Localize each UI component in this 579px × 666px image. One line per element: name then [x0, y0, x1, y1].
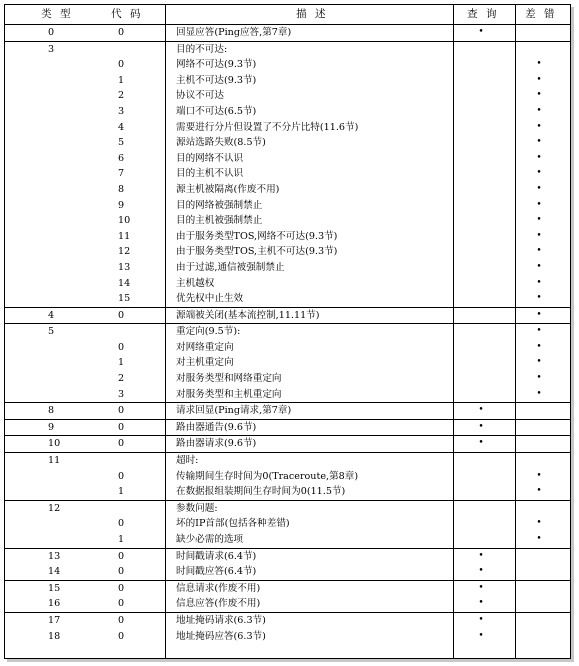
description-cell: 时间戳应答(6.4节)	[176, 566, 257, 578]
table-row	[5, 198, 570, 214]
table-row	[5, 260, 570, 276]
type-cell: 17	[48, 614, 61, 626]
code-cell: 4	[118, 121, 125, 133]
description-cell: 信息请求(作废不用)	[176, 582, 261, 594]
description-cell: 在数据报组装期间生存时间为0(11.5节)	[176, 486, 346, 498]
code-cell: 1	[118, 534, 125, 545]
code-cell: 0	[118, 405, 125, 417]
table-row	[5, 355, 570, 371]
type-cell: 16	[48, 598, 61, 610]
table-row	[5, 549, 570, 565]
description-cell: 目的不可达:	[176, 43, 228, 55]
error-mark: •	[536, 388, 542, 399]
description-cell: 优先权中止生效	[176, 293, 244, 305]
table-row	[5, 532, 570, 548]
table-row	[5, 182, 570, 198]
table-row	[5, 135, 570, 151]
code-cell: 0	[118, 421, 125, 433]
table-row	[5, 340, 570, 356]
description-cell: 目的网络被强制禁止	[176, 199, 263, 211]
type-cell: 14	[48, 566, 61, 578]
code-cell: 0	[118, 309, 125, 321]
table-row	[5, 501, 570, 517]
error-mark: •	[536, 137, 542, 148]
description-cell: 目的主机被强制禁止	[176, 215, 263, 227]
error-mark: •	[536, 90, 542, 101]
code-cell: 0	[118, 614, 125, 626]
error-mark: •	[536, 121, 542, 132]
table-row	[5, 581, 570, 597]
description-cell: 源端被关闭(基本流控制,11.11节)	[176, 309, 320, 321]
table-row	[5, 25, 570, 41]
row-group	[5, 42, 570, 308]
table-row	[5, 484, 570, 500]
description-cell: 主机不可达(9.3节)	[176, 74, 257, 86]
description-cell: 请求回显(Ping请求,第7章)	[176, 405, 292, 417]
header-desc: 描述	[296, 8, 334, 20]
row-group	[5, 324, 570, 403]
description-cell: 地址掩码应答(6.3节)	[176, 630, 266, 642]
error-mark: •	[536, 59, 542, 70]
code-cell: 2	[118, 373, 125, 385]
code-cell: 1	[118, 357, 125, 369]
query-mark: •	[478, 630, 484, 641]
description-cell: 地址掩码请求(6.3节)	[176, 614, 266, 626]
table-row	[5, 229, 570, 245]
code-cell: 3	[118, 388, 125, 400]
type-cell: 0	[48, 27, 55, 38]
code-cell: 0	[118, 59, 125, 71]
type-cell: 15	[48, 582, 61, 594]
description-cell: 目的网络不认识	[176, 152, 244, 164]
description-cell: 需要进行分片但设置了不分片比特(11.6节)	[176, 121, 359, 133]
code-cell: 10	[118, 215, 131, 227]
header-query: 查询	[467, 8, 505, 20]
header-type: 类型	[41, 8, 79, 20]
description-cell: 路由器请求(9.6节)	[176, 438, 257, 450]
description-cell: 传输期间生存时间为0(Traceroute,第8章)	[176, 470, 359, 482]
description-cell: 对网络重定向	[176, 341, 234, 353]
error-mark: •	[536, 152, 542, 163]
error-mark: •	[536, 230, 542, 241]
table-row	[5, 564, 570, 580]
type-cell: 8	[48, 405, 55, 417]
type-cell: 18	[48, 630, 61, 642]
error-mark: •	[536, 105, 542, 116]
description-cell: 缺少必需的选项	[176, 534, 244, 545]
row-group	[5, 501, 570, 549]
header-code: 代码	[111, 8, 149, 20]
row-group	[5, 581, 570, 613]
table-row	[5, 596, 570, 612]
table-row	[5, 166, 570, 182]
table-row	[5, 42, 570, 58]
query-mark: •	[478, 550, 484, 561]
type-cell: 4	[48, 309, 55, 321]
description-cell: 对服务类型和主机重定向	[176, 388, 282, 400]
table-row	[5, 613, 570, 629]
code-cell: 0	[118, 518, 125, 530]
code-cell: 8	[118, 183, 125, 195]
error-mark: •	[536, 534, 542, 544]
description-cell: 源主机被隔离(作废不用)	[176, 183, 280, 195]
table-row	[5, 324, 570, 340]
table-row	[5, 403, 570, 419]
icmp-table	[4, 4, 571, 659]
type-cell: 5	[48, 326, 55, 338]
table-row	[5, 244, 570, 260]
code-cell: 0	[118, 438, 125, 450]
code-cell: 11	[118, 230, 131, 242]
query-mark: •	[478, 405, 484, 416]
error-mark: •	[536, 246, 542, 257]
table-row	[5, 73, 570, 89]
description-cell: 网络不可达(9.3节)	[176, 59, 257, 71]
code-cell: 0	[118, 598, 125, 610]
error-mark: •	[536, 277, 542, 288]
table-row	[5, 469, 570, 485]
table-row	[5, 516, 570, 532]
table-row	[5, 453, 570, 469]
table-row	[5, 151, 570, 167]
code-cell: 0	[118, 630, 125, 642]
row-group	[5, 549, 570, 581]
row-group	[5, 403, 570, 420]
code-cell: 6	[118, 152, 125, 164]
error-mark: •	[536, 215, 542, 226]
code-cell: 3	[118, 105, 125, 117]
code-cell: 9	[118, 199, 125, 211]
code-cell: 0	[118, 582, 125, 594]
query-mark: •	[478, 421, 484, 432]
type-cell: 13	[48, 550, 61, 562]
description-cell: 坏的IP首部(包括各种差错)	[176, 518, 290, 530]
table-row	[5, 291, 570, 307]
description-cell: 信息应答(作废不用)	[176, 598, 261, 610]
query-mark: •	[478, 598, 484, 609]
description-cell: 由于服务类型TOS,主机不可达(9.3节)	[176, 246, 338, 258]
type-cell: 11	[48, 455, 61, 467]
query-mark: •	[478, 566, 484, 577]
table-row	[5, 308, 570, 324]
error-mark: •	[536, 373, 542, 384]
table-row	[5, 120, 570, 136]
query-mark: •	[478, 582, 484, 593]
header-error: 差错	[525, 8, 563, 20]
type-cell: 3	[48, 43, 55, 55]
code-cell: 7	[118, 168, 125, 180]
description-cell: 源站选路失败(8.5节)	[176, 137, 266, 149]
description-cell: 对主机重定向	[176, 357, 234, 369]
error-mark: •	[536, 309, 542, 320]
description-cell: 端口不可达(6.5节)	[176, 105, 257, 117]
row-group	[5, 420, 570, 437]
description-cell: 回显应答(Ping应答,第7章)	[176, 27, 292, 38]
error-mark: •	[536, 74, 542, 85]
description-cell: 由于过滤,通信被强制禁止	[176, 261, 285, 273]
error-mark: •	[536, 199, 542, 210]
description-cell: 主机越权	[176, 277, 215, 289]
code-cell: 0	[118, 341, 125, 353]
table-row	[5, 213, 570, 229]
error-mark: •	[536, 261, 542, 272]
code-cell: 12	[118, 246, 131, 258]
query-mark: •	[478, 27, 484, 37]
error-mark: •	[536, 470, 542, 481]
description-cell: 时间戳请求(6.4节)	[176, 550, 257, 562]
table-row	[5, 436, 570, 452]
table-row	[5, 387, 570, 403]
table-row	[5, 629, 570, 645]
code-cell: 0	[118, 550, 125, 562]
table-row	[5, 88, 570, 104]
code-cell: 13	[118, 261, 131, 273]
table-row	[5, 276, 570, 292]
query-mark: •	[478, 438, 484, 449]
description-cell: 由于服务类型TOS,网络不可达(9.3节)	[176, 230, 338, 242]
error-mark: •	[536, 168, 542, 179]
row-group	[5, 436, 570, 453]
description-cell: 超时:	[176, 455, 199, 467]
code-cell: 0	[118, 470, 125, 482]
table-row	[5, 371, 570, 387]
row-group	[5, 25, 570, 42]
query-mark: •	[478, 614, 484, 625]
description-cell: 对服务类型和网络重定向	[176, 373, 282, 385]
code-cell: 0	[118, 27, 125, 38]
code-cell: 1	[118, 74, 125, 86]
error-mark: •	[536, 518, 542, 529]
error-mark: •	[536, 326, 542, 337]
row-group	[5, 308, 570, 325]
table-row	[5, 420, 570, 436]
description-cell: 重定向(9.5节):	[176, 326, 241, 338]
code-cell: 1	[118, 486, 125, 498]
type-cell: 12	[48, 502, 61, 514]
error-mark: •	[536, 293, 542, 304]
description-cell: 目的主机不认识	[176, 168, 244, 180]
error-mark: •	[536, 341, 542, 352]
code-cell: 2	[118, 90, 125, 102]
code-cell: 5	[118, 137, 125, 149]
table-row	[5, 57, 570, 73]
table-header	[5, 5, 570, 25]
code-cell: 15	[118, 293, 131, 305]
table-body	[5, 25, 570, 644]
description-cell: 路由器通告(9.6节)	[176, 421, 257, 433]
row-group	[5, 613, 570, 644]
type-cell: 9	[48, 421, 55, 433]
description-cell: 参数问题:	[176, 502, 218, 514]
error-mark: •	[536, 486, 542, 497]
code-cell: 0	[118, 566, 125, 578]
table-row	[5, 104, 570, 120]
code-cell: 14	[118, 277, 131, 289]
description-cell: 协议不可达	[176, 90, 224, 102]
error-mark: •	[536, 183, 542, 194]
row-group	[5, 453, 570, 501]
error-mark: •	[536, 357, 542, 368]
type-cell: 10	[48, 438, 61, 450]
